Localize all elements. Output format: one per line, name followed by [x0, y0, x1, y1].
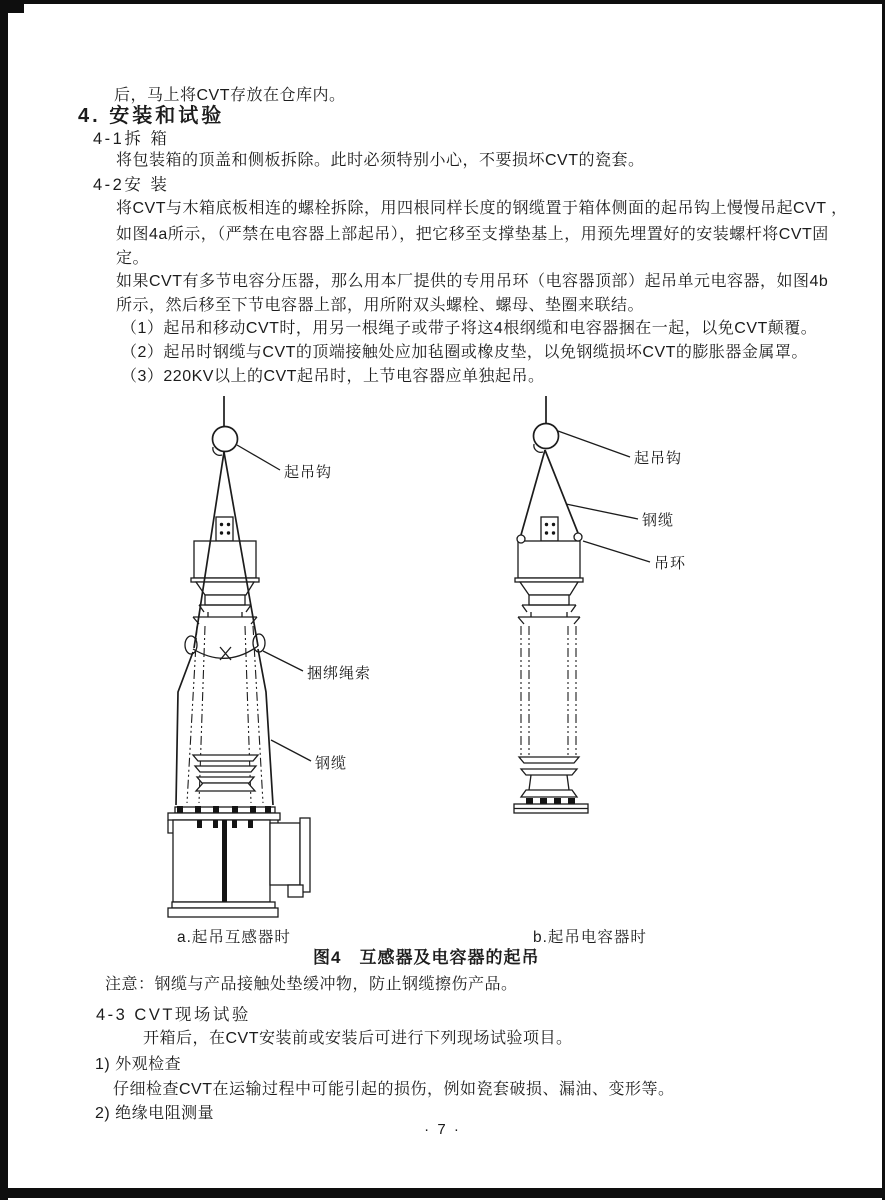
figure-4-title: 图4 互感器及电容器的起吊: [313, 948, 540, 967]
hoist-hook-b-icon: [534, 396, 559, 452]
section-4-3-heading: 4-3 CVT现场试验: [96, 1006, 251, 1024]
hoist-hook-a-icon: [213, 396, 238, 455]
paragraph-line: 所示，然后移至下节电容器上部，用所附双头螺栓、螺母、垫圈来联结。: [116, 297, 645, 314]
scan-border-bottom: [0, 1188, 885, 1198]
paragraph-line: 如图4a所示，（严禁在电容器上部起吊），把它移至支撑垫基上，用预先埋置好的安装螺杆将CVT固: [116, 226, 829, 243]
page-number: · 7 ·: [424, 1121, 461, 1138]
inspection-item-1-body: 仔细检查CVT在运输过程中可能引起的损伤，例如瓷套破损、漏油、变形等。: [113, 1081, 675, 1098]
scan-border-left: [0, 0, 8, 1200]
section-4-1-body: 将包装箱的顶盖和侧板拆除。此时必须特别小心，不要损坏CVT的瓷套。: [116, 152, 645, 169]
label-hoist-hook-b: 起吊钩: [634, 450, 683, 467]
scan-corner-artifact: [0, 0, 24, 13]
steel-cables-a: [176, 452, 273, 805]
scan-border-top: [0, 0, 885, 4]
electromagnetic-unit-box: [168, 806, 310, 917]
figure-note: 注意：钢缆与产品接触处垫缓冲物，防止钢缆擦伤产品。: [105, 976, 518, 993]
lifting-rings: [517, 533, 582, 543]
list-item: （2）起吊时钢缆与CVT的顶端接触处应加毡圈或橡皮垫，以免钢缆损坏CVT的膨胀器金属罩。: [121, 344, 808, 361]
paragraph-line: 如果CVT有多节电容分压器，那么用本厂提供的专用吊环（电容器顶部）起吊单元电容器，如图4b: [116, 273, 829, 290]
label-hoist-hook-a: 起吊钩: [284, 464, 333, 481]
capacitor-body: [514, 517, 588, 813]
transformer-body: [187, 517, 263, 803]
figure-a-drawing: [168, 396, 371, 917]
section-4-3-intro: 开箱后，在CVT安装前或安装后可进行下列现场试验项目。: [143, 1030, 573, 1047]
label-binding-rope-a: 捆绑绳索: [307, 665, 372, 682]
figure-b-drawing: [514, 396, 686, 813]
inspection-item-2: 2) 绝缘电阻测量: [95, 1105, 215, 1122]
section-4-heading: 4. 安装和试验: [78, 105, 225, 127]
steel-cables-b: [521, 450, 578, 535]
inspection-item-1: 1) 外观检查: [95, 1056, 182, 1073]
label-lifting-ring-b: 吊环: [654, 555, 687, 572]
binding-rope: [185, 634, 265, 660]
list-item: （1）起吊和移动CVT时，用另一根绳子或带子将这4根纲缆和电容器捆在一起，以免CVT颠覆。: [121, 320, 818, 337]
figure-b-caption: b.起吊电容器时: [533, 929, 647, 946]
intro-line: 后，马上将CVT存放在仓库内。: [114, 87, 346, 104]
label-steel-cable-a: 钢缆: [315, 755, 348, 772]
section-4-2-heading: 4-2安 装: [93, 176, 170, 194]
figure-a-caption: a.起吊互感器时: [177, 929, 291, 946]
label-steel-cable-b: 钢缆: [642, 512, 675, 529]
paragraph-line: 将CVT与木箱底板相连的螺栓拆除，用四根同样长度的钢缆置于箱体侧面的起吊钩上慢慢吊起CVT ，: [116, 200, 848, 217]
section-4-1-heading: 4-1拆 箱: [93, 130, 170, 148]
list-item: （3）220KV以上的CVT起吊时，上节电容器应单独起吊。: [121, 368, 545, 385]
paragraph-line: 定。: [116, 250, 150, 267]
